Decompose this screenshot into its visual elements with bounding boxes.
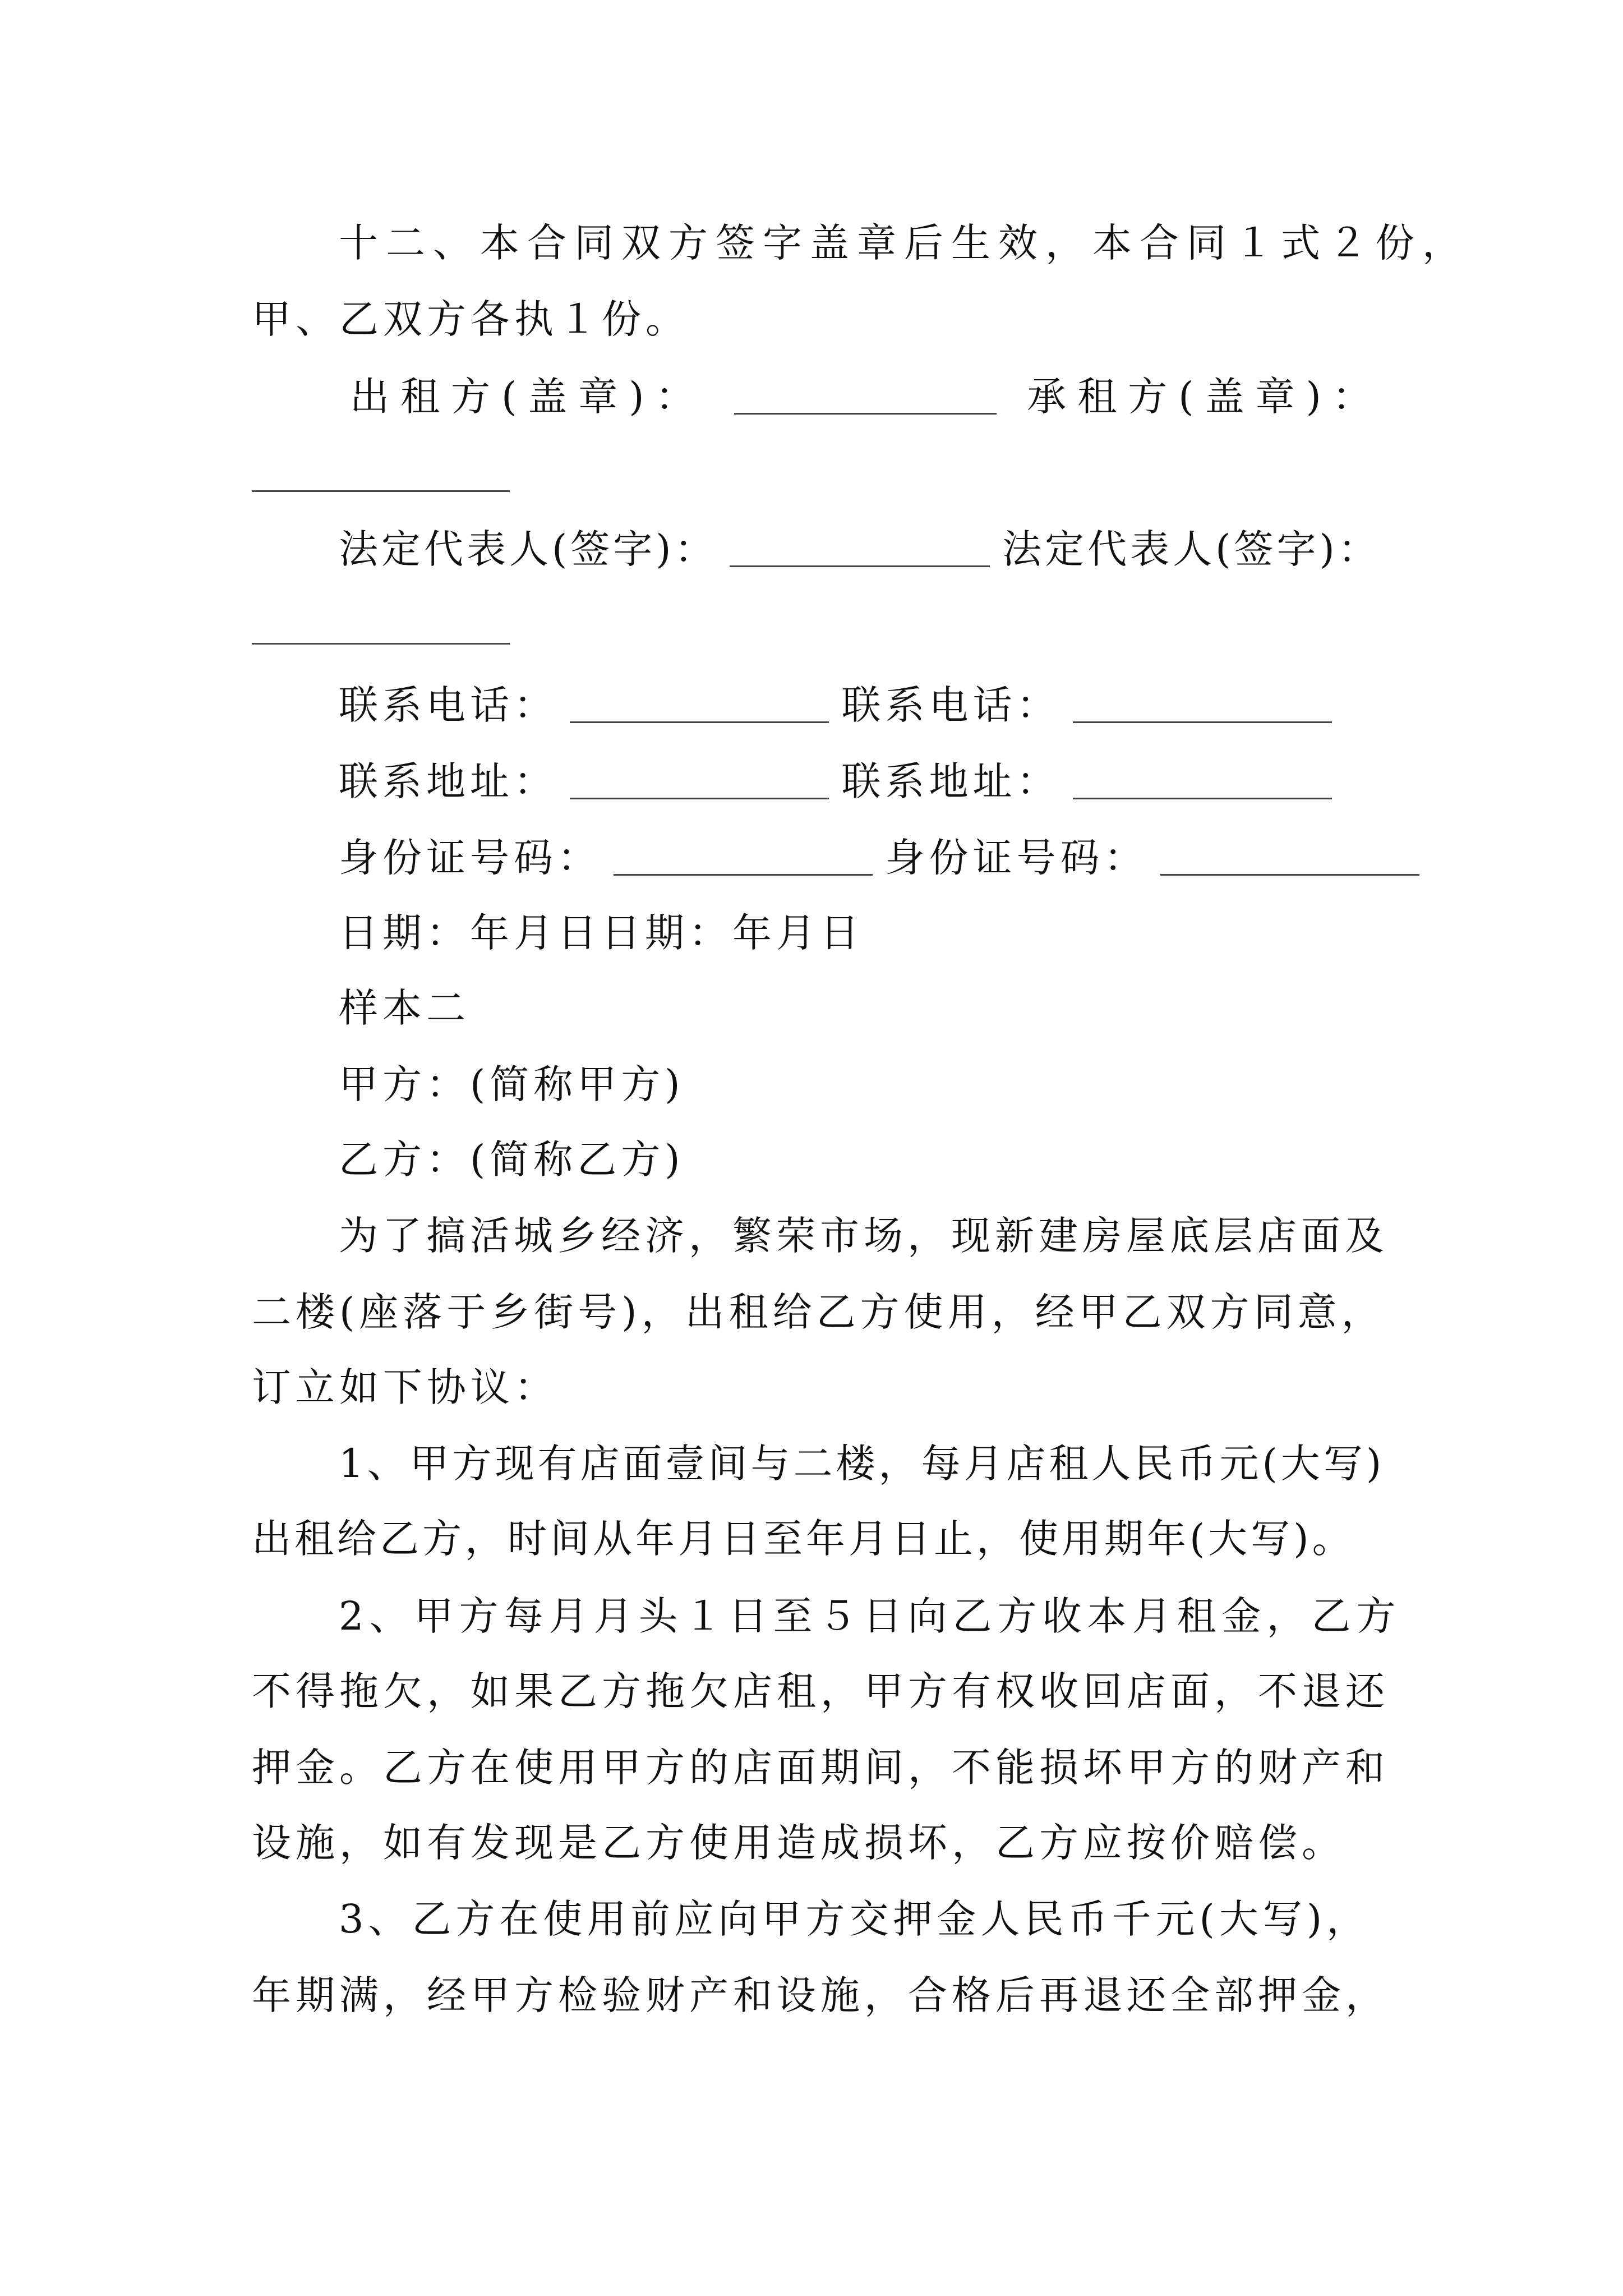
seal-continuation [252, 449, 510, 499]
clause-12-line-2 [252, 294, 689, 344]
legal-rep-label-2: 法定代表人(签字)： [1002, 526, 1381, 572]
party-a-line [339, 1059, 685, 1110]
address-label-1: 联系地址： [339, 758, 557, 804]
intro-line-3 [252, 1362, 558, 1412]
item-1-text-1: 1、甲方现有店面壹间与二楼，每月店租人民币元(大写) [339, 1441, 1385, 1487]
intro-text-3: 订立如下协议： [252, 1364, 558, 1410]
item-2-line-1 [339, 1591, 1401, 1641]
phone-line [339, 680, 1332, 730]
item-2-line-4 [252, 1818, 1345, 1868]
lessee-seal-blank [252, 449, 510, 492]
lessor-seal-label: 出租方(盖章)： [350, 374, 706, 420]
intro-line-2 [252, 1287, 1385, 1337]
legal-rep-blank-2 [252, 601, 510, 645]
item-2-text-1: 2、甲方每月月头１日至５日向乙方收本月租金，乙方 [339, 1593, 1401, 1639]
sample-two-title: 样本二 [339, 985, 470, 1031]
item-1-line-1 [339, 1438, 1385, 1489]
id-label-1: 身份证号码： [339, 835, 601, 881]
legal-rep-line [339, 524, 1381, 574]
phone-blank-1 [570, 680, 829, 723]
legal-rep-continuation [252, 601, 510, 652]
clause-12-text-1: 十二、本合同双方签字盖章后生效，本合同１式２份， [339, 220, 1469, 266]
item-2-line-2 [252, 1666, 1389, 1717]
item-2-line-3 [252, 1742, 1389, 1793]
phone-label-2: 联系电话： [841, 682, 1061, 728]
phone-label-1: 联系电话： [339, 682, 557, 728]
id-label-2: 身份证号码： [885, 835, 1148, 881]
item-1-text-2: 出租给乙方，时间从年月日至年月日止，使用期年(大写)。 [252, 1516, 1355, 1562]
intro-line-1 [339, 1211, 1389, 1261]
intro-text-2: 二楼(座落于乡街号)，出租给乙方使用，经甲乙双方同意， [252, 1289, 1385, 1335]
item-3-line-2 [252, 1970, 1389, 2021]
sample-two-heading [339, 983, 470, 1033]
lessee-seal-label: 承租方(盖章)： [1027, 374, 1383, 420]
item-2-text-3: 押金。乙方在使用甲方的店面期间，不能损坏甲方的财产和 [252, 1745, 1389, 1791]
address-label-2: 联系地址： [841, 758, 1061, 804]
date-text: 日期：年月日日期：年月日 [339, 910, 864, 956]
seal-line [350, 371, 1383, 422]
id-blank-2 [1160, 832, 1419, 876]
intro-text-1: 为了搞活城乡经济，繁荣市场，现新建房屋底层店面及 [339, 1213, 1389, 1259]
item-2-text-4: 设施，如有发现是乙方使用造成损坏，乙方应按价赔偿。 [252, 1820, 1345, 1866]
legal-rep-blank-1 [730, 524, 990, 567]
id-number-line [339, 832, 1419, 883]
item-2-text-2: 不得拖欠，如果乙方拖欠店租，甲方有权收回店面，不退还 [252, 1668, 1389, 1714]
party-a-text: 甲方：(简称甲方) [339, 1061, 685, 1107]
item-3-text-2: 年期满，经甲方检验财产和设施，合格后再退还全部押金， [252, 1972, 1389, 2018]
address-line [339, 756, 1332, 807]
party-b-text: 乙方：(简称乙方) [339, 1137, 685, 1182]
lessor-seal-blank [734, 371, 997, 415]
phone-blank-2 [1073, 680, 1332, 723]
date-line [339, 908, 864, 958]
address-blank-2 [1073, 756, 1332, 799]
party-b-line [339, 1134, 685, 1185]
item-3-line-1 [339, 1894, 1370, 1944]
id-blank-1 [614, 832, 873, 876]
item-3-text-1: 3、乙方在使用前应向甲方交押金人民币千元(大写)， [339, 1896, 1371, 1942]
item-1-line-2 [252, 1513, 1355, 1564]
address-blank-1 [570, 756, 829, 799]
legal-rep-label-1: 法定代表人(签字)： [339, 526, 717, 572]
clause-12-line-1 [339, 218, 1469, 268]
clause-12-text-2: 甲、乙双方各执１份。 [252, 296, 689, 342]
